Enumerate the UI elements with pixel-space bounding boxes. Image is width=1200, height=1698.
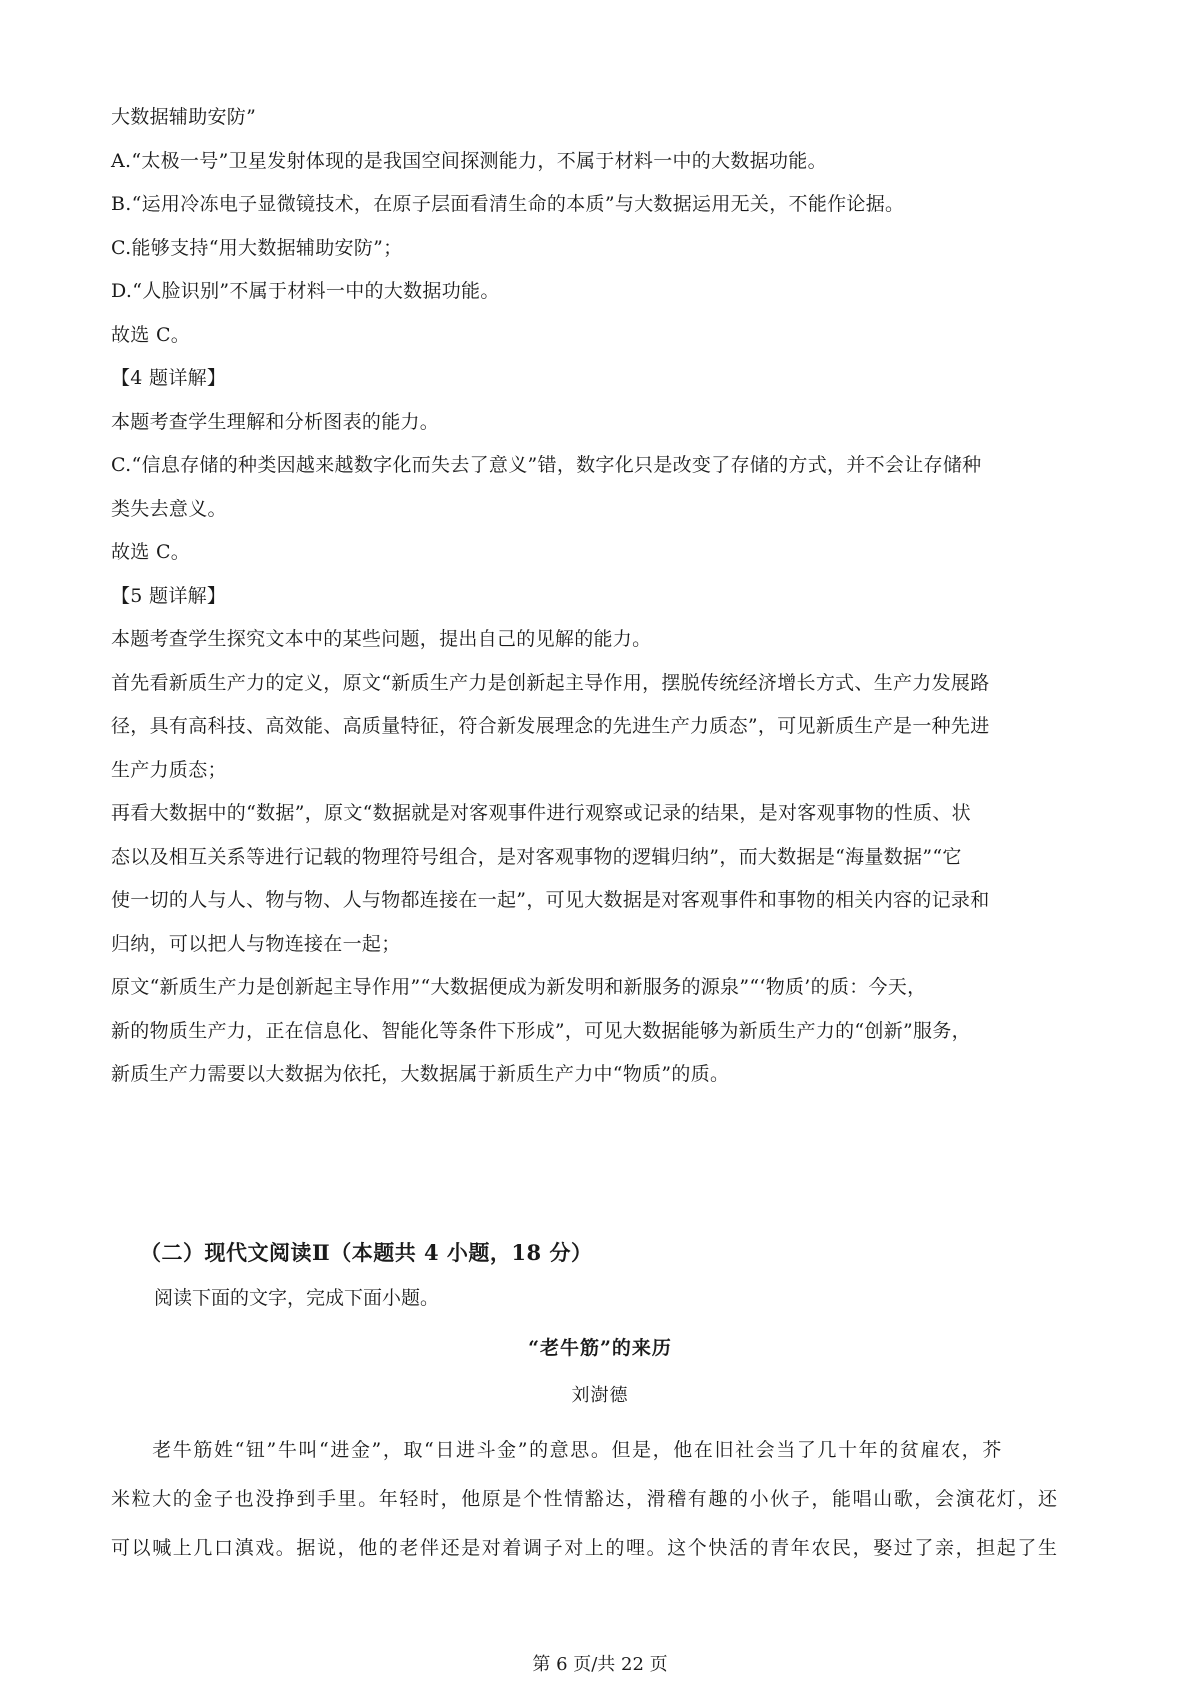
answer-explanation-text <box>111 96 1101 1097</box>
page-number: 第 6 页/共 22 页 <box>532 1654 668 1675</box>
text-line: 首先看新质生产力的定义，原文“新质生产力是创新起主导作用，摆脱传统经济增长方式、生产力发展路 <box>111 671 990 694</box>
text-line: 类失去意义。 <box>111 497 227 520</box>
text-line: 故选 C。 <box>111 323 191 346</box>
text-line: 本题考查学生探究文本中的某些问题，提出自己的见解的能力。 <box>111 628 652 650</box>
text-line: 故选 C。 <box>111 541 191 563</box>
text-line: 生产力质态； <box>111 758 227 781</box>
text-line: C.能够支持“用大数据辅助安防”； <box>111 236 403 259</box>
story-line: 老牛筋姓“钮”牛叫“进金”，取“日进斗金”的意思。但是，他在旧社会当了几十年的贫雇农，芥 <box>111 1439 1003 1461</box>
text-line: 态以及相互关系等进行记载的物理符号组合，是对客观事物的逻辑归纳”，而大数据是“海量数据”“它 <box>111 845 962 868</box>
text-line: 原文“新质生产力是创新起主导作用”“大数据便成为新发明和新服务的源泉”“‘物质’的质：今天， <box>111 976 927 998</box>
question-detail-heading: 【4 题详解】 <box>111 367 227 389</box>
text-line: 径，具有高科技、高效能、高质量特征，符合新发展理念的先进生产力质态”，可见新质生产是一种先进 <box>111 715 990 737</box>
text-line: 新的物质生产力，正在信息化、智能化等条件下形成”，可见大数据能够为新质生产力的“创新”服务， <box>111 1019 971 1042</box>
text-line: D.“人脸识别”不属于材料一中的大数据功能。 <box>111 280 500 302</box>
text-line: 使一切的人与人、物与物、人与物都连接在一起”，可见大数据是对客观事件和事物的相关内容的记录和 <box>111 889 990 911</box>
text-line: 归纳，可以把人与物连接在一起； <box>111 932 401 955</box>
text-line: 本题考查学生理解和分析图表的能力。 <box>111 410 440 433</box>
text-line: 再看大数据中的“数据”，原文“数据就是对客观事件进行观察或记录的结果，是对客观事物的性质、状 <box>111 802 971 824</box>
story-author: 刘澍德 <box>571 1385 629 1406</box>
story-line: 可以喊上几口滇戏。据说，他的老伴还是对着调子对上的哩。这个快活的青年农民，娶过了亲，担起了生 <box>111 1537 1059 1559</box>
text-line: C.“信息存储的种类因越来越数字化而失去了意义”错，数字化只是改变了存储的方式，并不会让存储种 <box>111 454 982 476</box>
text-line: A.“太极一号”卫星发射体现的是我国空间探测能力，不属于材料一中的大数据功能。 <box>111 149 827 172</box>
story-title: “老牛筋”的来历 <box>528 1337 672 1359</box>
reading-instruction: 阅读下面的文字，完成下面小题。 <box>154 1287 440 1309</box>
story-line: 米粒大的金子也没挣到手里。年轻时，他原是个性情豁达，滑稽有趣的小伙子，能唱山歌，会演花灯，还 <box>111 1488 1059 1510</box>
story-text <box>111 1426 1101 1573</box>
question-detail-heading: 【5 题详解】 <box>111 584 227 607</box>
text-line: 大数据辅助安防” <box>111 106 257 128</box>
text-line: 新质生产力需要以大数据为依托，大数据属于新质生产力中“物质”的质。 <box>111 1063 730 1085</box>
text-line: B.“运用冷冻电子显微镜技术，在原子层面看清生命的本质”与大数据运用无关，不能作论据。 <box>111 193 905 215</box>
section-heading: （二）现代文阅读Ⅱ（本题共 4 小题，18 分） <box>140 1240 593 1265</box>
